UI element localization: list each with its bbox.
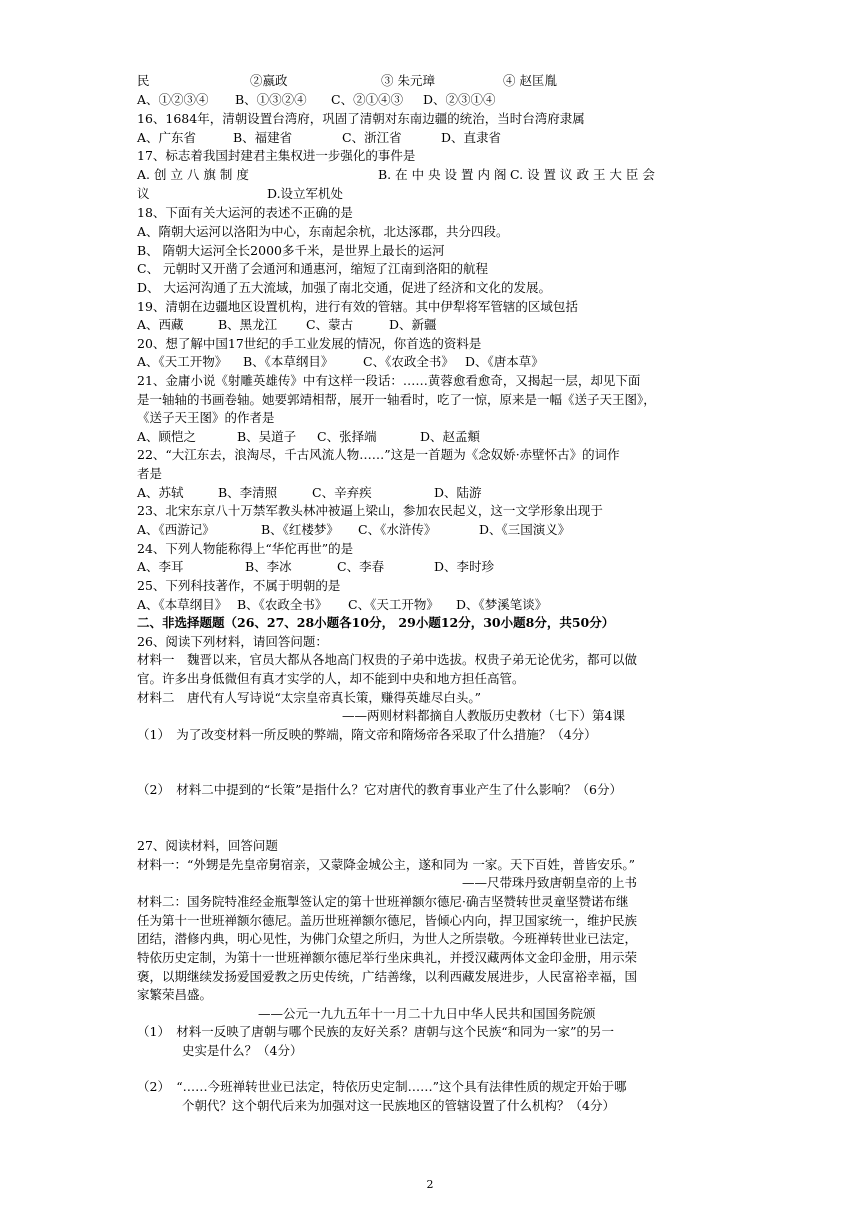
q27-material-1: 材料一：“外甥是先皇帝舅宿亲，又蒙降金城公主，遂和同为 一家。天下百姓，普皆安乐。” — [137, 857, 636, 872]
q16-stem: 16、1684年，清朝设置台湾府，巩固了清朝对东南边疆的统治，当时台湾府隶属 — [137, 111, 585, 126]
q27-material-2-line-6: 家繁荣昌盛。 — [137, 987, 213, 1002]
q27-question-1-line-1: （1） 材料一反映了唐朝与哪个民族的友好关系？唐朝与这个民族“和同为一家”的另一 — [137, 1024, 614, 1039]
q22-stem-line-2: 者是 — [137, 466, 163, 481]
q15-choice-a: A、①②③④ — [137, 92, 209, 107]
q20-choice-a: A、《天工开物》 — [137, 354, 228, 369]
q22-stem-line-1: 22、“大江东去，浪淘尽，千古风流人物……”这是一首题为《念奴娇·赤壁怀古》的词作 — [137, 447, 620, 462]
q23-stem: 23、北宋东京八十万禁军教头林冲被逼上梁山，参加农民起义，这一文学形象出现于 — [137, 503, 603, 518]
q27-question-2-line-2: 个朝代？这个朝代后来为加强对这一民族地区的管辖设置了什么机构？（4分） — [182, 1098, 615, 1113]
q21-stem-line-2: 是一轴轴的书画卷轴。她要郭靖相帮，展开一轴看时，吃了一惊，原来是一幅《送子天王图》， — [137, 392, 656, 407]
q17-choice-b: B. 在 中 央 设 置 内 阁 — [378, 167, 507, 182]
q20-choice-c: C、《农政全书》 — [363, 354, 454, 369]
q18-choice-c: C、 元朝时又开凿了会通河和通惠河，缩短了江南到洛阳的航程 — [137, 261, 489, 276]
q23-choice-b: B、《红楼梦》 — [261, 522, 339, 537]
q16-choice-a: A、广东省 — [137, 130, 197, 145]
q16-choice-c: C、浙江省 — [342, 130, 402, 145]
q15-choice-b: B、①③②④ — [235, 92, 307, 107]
q27-question-1-line-2: 史实是什么？（4分） — [182, 1043, 303, 1058]
q27-question-2-line-1: （2） “……今班禅转世业已法定，特依历史定制……”这个具有法律性质的规定开始于哪 — [137, 1079, 627, 1094]
q21-choice-c: C、张择端 — [317, 429, 377, 444]
q21-choice-a: A、顾恺之 — [137, 429, 197, 444]
q26-material-1-line-1: 材料一 魏晋以来，官员大都从各地高门权贵的子弟中选拔。权贵子弟无论优劣，都可以做 — [137, 652, 638, 667]
q20-choice-d: D、《唐本草》 — [465, 354, 544, 369]
q21-choice-b: B、吴道子 — [237, 429, 297, 444]
q16-choice-d: D、直隶省 — [441, 130, 502, 145]
q24-choice-d: D、李时珍 — [434, 559, 495, 574]
q26-question-2: （2） 材料二中提到的“长策”是指什么？它对唐代的教育事业产生了什么影响？（6分） — [137, 782, 622, 797]
q27-material-2-line-5: 褒，以期继续发扬爱国爱教之历史传统，广结善缘，以利西藏发展进步，人民富裕幸福，国 — [137, 969, 638, 984]
q15-choice-d: D、②③①④ — [423, 92, 496, 107]
q20-choice-b: B、《本草纲目》 — [243, 354, 334, 369]
q15-choice-c: C、②①④③ — [331, 92, 404, 107]
q26-material-2: 材料二 唐代有人写诗说“太宗皇帝真长策，赚得英雄尽白头。” — [137, 690, 482, 705]
page-number: 2 — [426, 1178, 434, 1191]
q15-option-2: ②嬴政 — [250, 73, 288, 88]
q25-choice-c: C、《天工开物》 — [348, 597, 439, 612]
q19-choice-b: B、黑龙江 — [218, 317, 278, 332]
q19-choice-c: C、蒙古 — [306, 317, 354, 332]
q25-choice-a: A、《本草纲目》 — [137, 597, 228, 612]
q15-option-3: ③ 朱元璋 — [381, 73, 435, 88]
q18-choice-d: D、 大运河沟通了五大流域，加强了南北交通，促进了经济和文化的发展。 — [137, 280, 551, 295]
q26-material-1-line-2: 官。许多出身低微但有真才实学的人，却不能到中央和地方担任高管。 — [137, 671, 525, 686]
q26-stem: 26、阅读下列材料，请回答问题： — [137, 634, 328, 649]
q27-stem: 27、阅读材料，回答问题 — [137, 838, 278, 853]
q22-choice-a: A、苏轼 — [137, 485, 184, 500]
q24-stem: 24、下列人物能称得上“华佗再世”的是 — [137, 541, 354, 556]
q17-choice-a: A. 创 立 八 旗 制 度 — [137, 167, 249, 182]
q25-choice-d: D、《梦溪笔谈》 — [456, 597, 548, 612]
q25-stem: 25、下列科技著作，不属于明朝的是 — [137, 578, 341, 593]
q24-choice-c: C、李春 — [337, 559, 385, 574]
q17-choice-c-cont: 议 — [137, 186, 150, 201]
q24-choice-b: B、李冰 — [245, 559, 292, 574]
q27-material-2-source: ——公元一九九五年十一月二十九日中华人民共和国国务院颁 — [258, 1006, 596, 1021]
q21-stem-line-3: 《送子天王图》的作者是 — [137, 410, 275, 425]
q17-choice-c: C. 设 置 议 政 王 大 臣 会 — [510, 167, 655, 182]
q20-stem: 20、想了解中国17世纪的手工业发展的情况，你首选的资料是 — [137, 336, 482, 351]
q18-choice-b: B、 隋朝大运河全长2000多千米，是世界上最长的运河 — [137, 243, 445, 258]
section-2-heading: 二、非选择题题（26、27、28小题各10分， 29小题12分，30小题8分，共50分） — [137, 615, 615, 630]
q22-choice-b: B、李清照 — [218, 485, 278, 500]
q27-material-2-line-2: 任为第十一世班禅额尔德尼。盖历世班禅额尔德尼，皆倾心内向，捍卫国家统一，维护民族 — [137, 913, 638, 928]
q22-choice-c: C、辛弃疾 — [312, 485, 372, 500]
q24-choice-a: A、李耳 — [137, 559, 184, 574]
q21-choice-d: D、赵孟頫 — [420, 429, 481, 444]
q25-choice-b: B、《农政全书》 — [237, 597, 328, 612]
q15-option-1: 民 — [137, 73, 150, 88]
q19-stem: 19、清朝在边疆地区设置机构，进行有效的管辖。其中伊犁将军管辖的区域包括 — [137, 299, 578, 314]
q23-choice-a: A、《西游记》 — [137, 522, 215, 537]
q22-choice-d: D、陆游 — [434, 485, 482, 500]
q27-material-2-line-1: 材料二：国务院特准经金瓶掣签认定的第十世班禅额尔德尼·确吉坚赞转世灵童坚赞诺布继 — [137, 894, 629, 909]
q26-source: ——两则材料都摘自人教版历史教材（七下）第4课 — [342, 708, 625, 723]
q23-choice-d: D、《三国演义》 — [479, 522, 571, 537]
q18-stem: 18、下面有关大运河的表述不正确的是 — [137, 205, 353, 220]
q15-option-4: ④ 赵匡胤 — [503, 73, 557, 88]
q19-choice-d: D、新疆 — [389, 317, 437, 332]
q16-choice-b: B、福建省 — [233, 130, 293, 145]
q19-choice-a: A、西藏 — [137, 317, 184, 332]
q18-choice-a: A、隋朝大运河以洛阳为中心，东南起余杭，北达涿郡，共分四段。 — [137, 224, 509, 239]
q27-material-2-line-3: 团结，潜修内典，明心见性，为佛门众望之所归，为世人之所崇敬。今班禅转世业已法定， — [137, 931, 638, 946]
q23-choice-c: C、《水浒传》 — [358, 522, 437, 537]
q27-material-1-source: ——尺带珠丹致唐朝皇帝的上书 — [461, 875, 637, 890]
q17-stem: 17、标志着我国封建君主集权进一步强化的事件是 — [137, 148, 416, 163]
q27-material-2-line-4: 特依历史定制，为第十一世班禅额尔德尼举行坐床典礼，并授汉藏两体文金印金册，用示荣 — [137, 950, 638, 965]
q17-choice-d: D.设立军机处 — [267, 186, 344, 201]
q26-question-1: （1） 为了改变材料一所反映的弊端，隋文帝和隋炀帝各采取了什么措施？（4分） — [137, 727, 597, 742]
q21-stem-line-1: 21、金庸小说《射雕英雄传》中有这样一段话：……黄蓉愈看愈奇，又揭起一层，却见下面 — [137, 373, 641, 388]
